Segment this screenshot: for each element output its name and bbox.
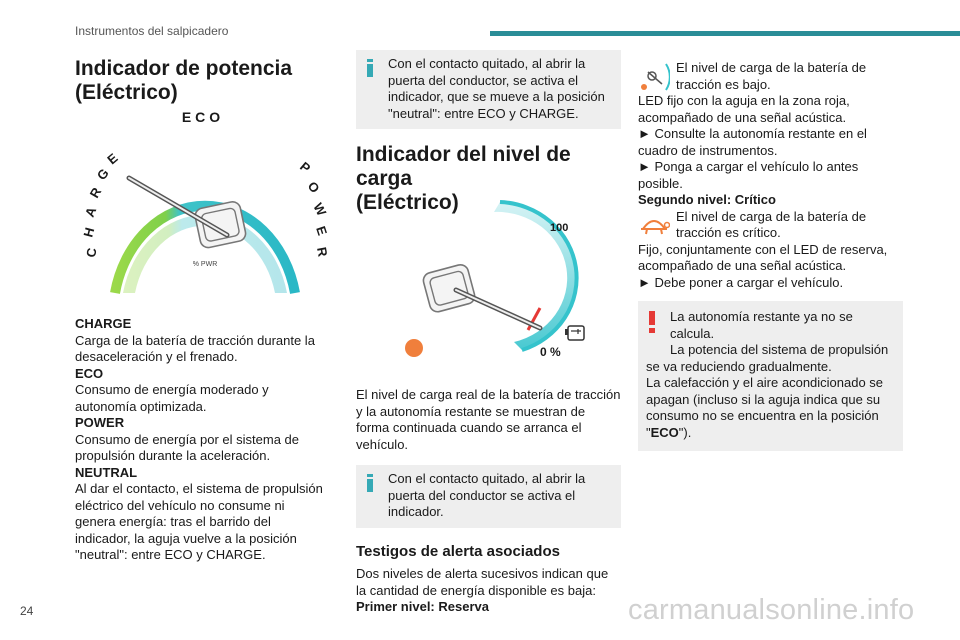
svg-text:R: R xyxy=(314,245,331,258)
info-note xyxy=(356,50,621,129)
svg-text:H: H xyxy=(80,225,98,239)
gauge-max-label: 100 xyxy=(550,222,569,234)
battery-low-gauge-icon xyxy=(638,60,670,92)
svg-text:P: P xyxy=(297,158,314,176)
turtle-icon xyxy=(638,209,670,241)
power-indicator-section xyxy=(75,57,325,105)
reserve-bullet: ► Ponga a cargar el vehículo lo antes posible. xyxy=(638,159,859,191)
page-number: 24 xyxy=(20,604,34,618)
gauge-pwr-label: % PWR xyxy=(192,261,218,268)
warning-text: La potencia del sistema de propulsión se va reduciendo gradualmente. xyxy=(646,342,889,374)
gauge-min-label: 0 % xyxy=(540,345,561,359)
info-icon xyxy=(365,59,375,77)
warning-note xyxy=(638,301,903,451)
charge-indicator-title: Indicador del nivel de carga (Eléctrico) xyxy=(356,143,571,214)
critical-alert-row xyxy=(638,209,903,242)
battery-icon xyxy=(565,326,584,340)
power-gauge-illustration xyxy=(75,108,335,298)
mode-desc: Consumo de energía por el sistema de propulsión durante la aceleración. xyxy=(75,431,300,463)
reserve-alert-row xyxy=(638,60,903,93)
mode-desc: Consumo de energía moderado y autonomía optimizada. xyxy=(75,382,269,414)
charge-indicator-body xyxy=(356,387,621,616)
critical-bullet: ► Debe poner a cargar el vehículo. xyxy=(638,274,844,290)
power-indicator-title: Indicador de potencia (Eléctrico) xyxy=(75,57,293,104)
critical-led-text: Fijo, conjuntamente con el LED de reserva, acompañado de una señal acústica. xyxy=(638,241,888,273)
alert-levels-section xyxy=(638,60,903,451)
svg-text:R: R xyxy=(86,184,105,201)
alerts-intro: Dos niveles de alerta sucesivos indican que la cantidad de energía disponible es baja: xyxy=(356,566,609,598)
info-note xyxy=(356,465,621,528)
watermark: carmanualsonline.info xyxy=(628,594,915,626)
header-section-title: Instrumentos del salpicadero xyxy=(75,24,229,38)
mode-term: ECO xyxy=(75,365,104,381)
power-modes-list xyxy=(75,316,325,564)
reserve-alert-text: El nivel de carga de la batería de tracción es bajo. xyxy=(676,60,867,92)
svg-text:E: E xyxy=(104,150,121,168)
mode-desc: Carga de la batería de tracción durante la desaceleración y el frenado. xyxy=(75,332,315,364)
charge-body-text: El nivel de carga real de la batería de tracción y la autonomía restante se muestran de forma continuada cuando se arranca el vehículo. xyxy=(356,387,621,452)
critical-alert-text: El nivel de carga de la batería de tracción es crítico. xyxy=(676,208,867,240)
svg-text:E: E xyxy=(313,224,331,238)
gauge-eco-label: ECO xyxy=(181,109,225,125)
charge-gauge-illustration xyxy=(390,198,590,368)
svg-text:C: C xyxy=(83,246,100,259)
svg-text:G: G xyxy=(93,165,112,183)
info-note-text: Con el contacto quitado, al abrir la puerta del conductor, se activa el indicador, que se mueve a la posición "neutral": entre ECO y CHARGE. xyxy=(388,56,605,121)
second-level-label: Segundo nivel: Crítico xyxy=(638,192,776,207)
warning-exclamation-icon xyxy=(648,311,656,333)
mode-term: POWER xyxy=(75,415,125,430)
warning-text: La calefacción y el aire acondicionado se apagan (incluso si la aguja indica que su consumo no se encuentra en la posición "ECO"). xyxy=(646,375,884,440)
header-accent-bar xyxy=(490,31,960,36)
svg-text:A: A xyxy=(81,204,100,220)
reserve-bullet: ► Consulte la autonomía restante en el cuadro de instrumentos. xyxy=(638,126,867,158)
mode-term: CHARGE xyxy=(75,316,132,331)
alerts-title: Testigos de alerta asociados xyxy=(356,542,560,560)
info-note-text: Con el contacto quitado, al abrir la puerta del conductor se activa el indicador. xyxy=(388,471,586,519)
mode-desc: Al dar el contacto, el sistema de propulsión eléctrico del vehículo no consume ni genera energía: tras el barrido del indicador, la aguja vuelve a la posición "neutral": entre ECO y CHARGE. xyxy=(75,481,323,562)
mode-term: NEUTRAL xyxy=(75,464,138,480)
info-icon xyxy=(365,474,375,492)
svg-text:O: O xyxy=(304,178,323,196)
warning-text: La autonomía restante ya no se calcula. xyxy=(670,309,853,341)
charge-indicator-section xyxy=(356,50,621,215)
first-level-label: Primer nivel: Reserva xyxy=(356,599,489,614)
reserve-led-icon xyxy=(405,339,423,357)
svg-text:W: W xyxy=(310,200,330,219)
reserve-led-text: LED fijo con la aguja en la zona roja, acompañado de una señal acústica. xyxy=(638,93,850,125)
